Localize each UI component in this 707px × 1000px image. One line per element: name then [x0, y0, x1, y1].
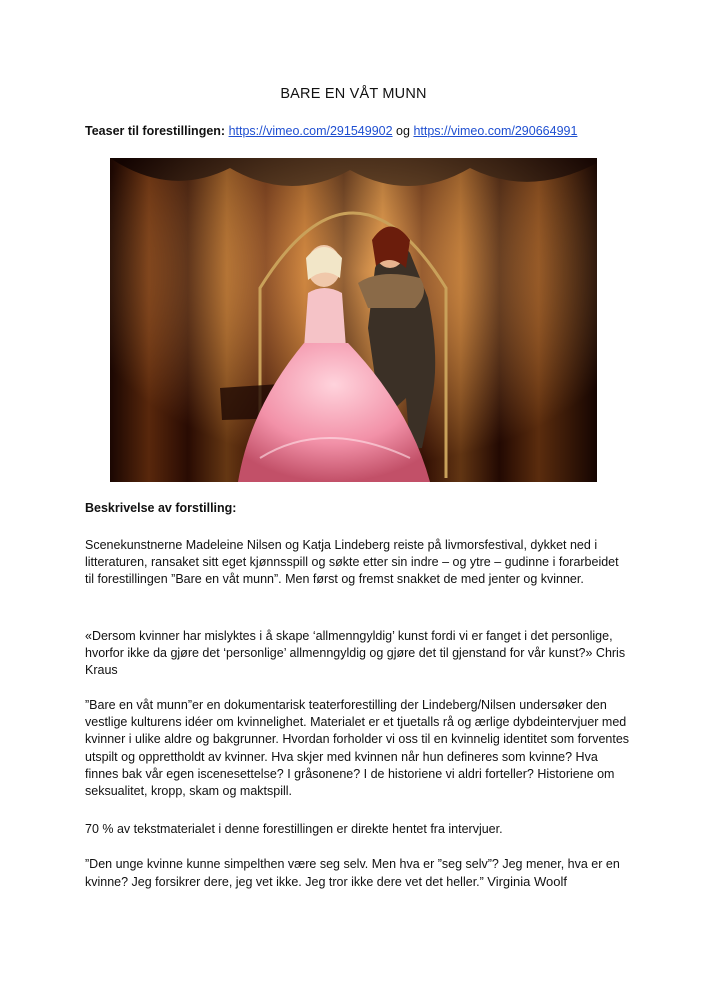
- document-title: BARE EN VÅT MUNN: [280, 86, 427, 102]
- quote-paragraph: «Dersom kvinner har mislyktes i å skape ‘allmenngyldig’ kunst fordi vi er fanget i det personlige, hvorfor ikke da gjøre det ‘personlige’ allmenngyldig og gjøre det til gjenstand for vår kunst?» Chris Kraus: [85, 629, 626, 678]
- teaser-line: [85, 124, 645, 138]
- vimeo-link-1[interactable]: https://vimeo.com/291549902: [228, 124, 393, 138]
- description-paragraph: ”Bare en våt munn”er en dokumentarisk teaterforestilling der Lindeberg/Nilsen undersøker den vestlige kulturens idéer om kvinnelighet. Materialet er et tjuetalls rå og ærlige dybdeintervjuer med kvinner i ulike aldre og bakgrunner. Hvordan forholder vi oss til en kvinnelig identitet som forventes utspilt og opprettholdt av kvinner. Hva skjer med kvinnen når hun defineres som kvinne? Hva finnes bak vår egen iscenesettelse? I gråsonene? I de historiene vi aldri forteller? Historiene om seksualitet, kropp, skam og maktspill.: [85, 698, 630, 799]
- woolf-quote-paragraph: [85, 856, 630, 891]
- teaser-label: Teaser til forestillingen:: [85, 124, 226, 138]
- woolf-quote-text: ”Den unge kvinne kunne simpelthen være seg selv. Men hva er ”seg selv”? Jeg mener, hva er en kvinne? Jeg forsikrer dere, jeg vet ikke. Jeg tror ikke dere vet det heller.”: [85, 857, 620, 890]
- stage-photo: [110, 158, 597, 482]
- intro-paragraph: Scenekunstnerne Madeleine Nilsen og Katja Lindeberg reiste på livmorsfestival, dykket ned i litteraturen, ransaket sitt eget kjønnsspill og søkte etter sin indre – og ytre – gudinne i forarbeidet til forestillingen ”Bare en våt munn”. Men først og fremst snakket de med jenter og kvinner.: [85, 538, 619, 587]
- woolf-quote-author: Virginia Woolf: [487, 874, 568, 890]
- stat-paragraph: 70 % av tekstmaterialet i denne forestillingen er direkte hentet fra intervjuer.: [85, 822, 503, 836]
- section-heading: Beskrivelse av forstilling:: [85, 501, 237, 515]
- teaser-connector: og: [396, 124, 410, 138]
- vimeo-link-2[interactable]: https://vimeo.com/290664991: [413, 124, 578, 138]
